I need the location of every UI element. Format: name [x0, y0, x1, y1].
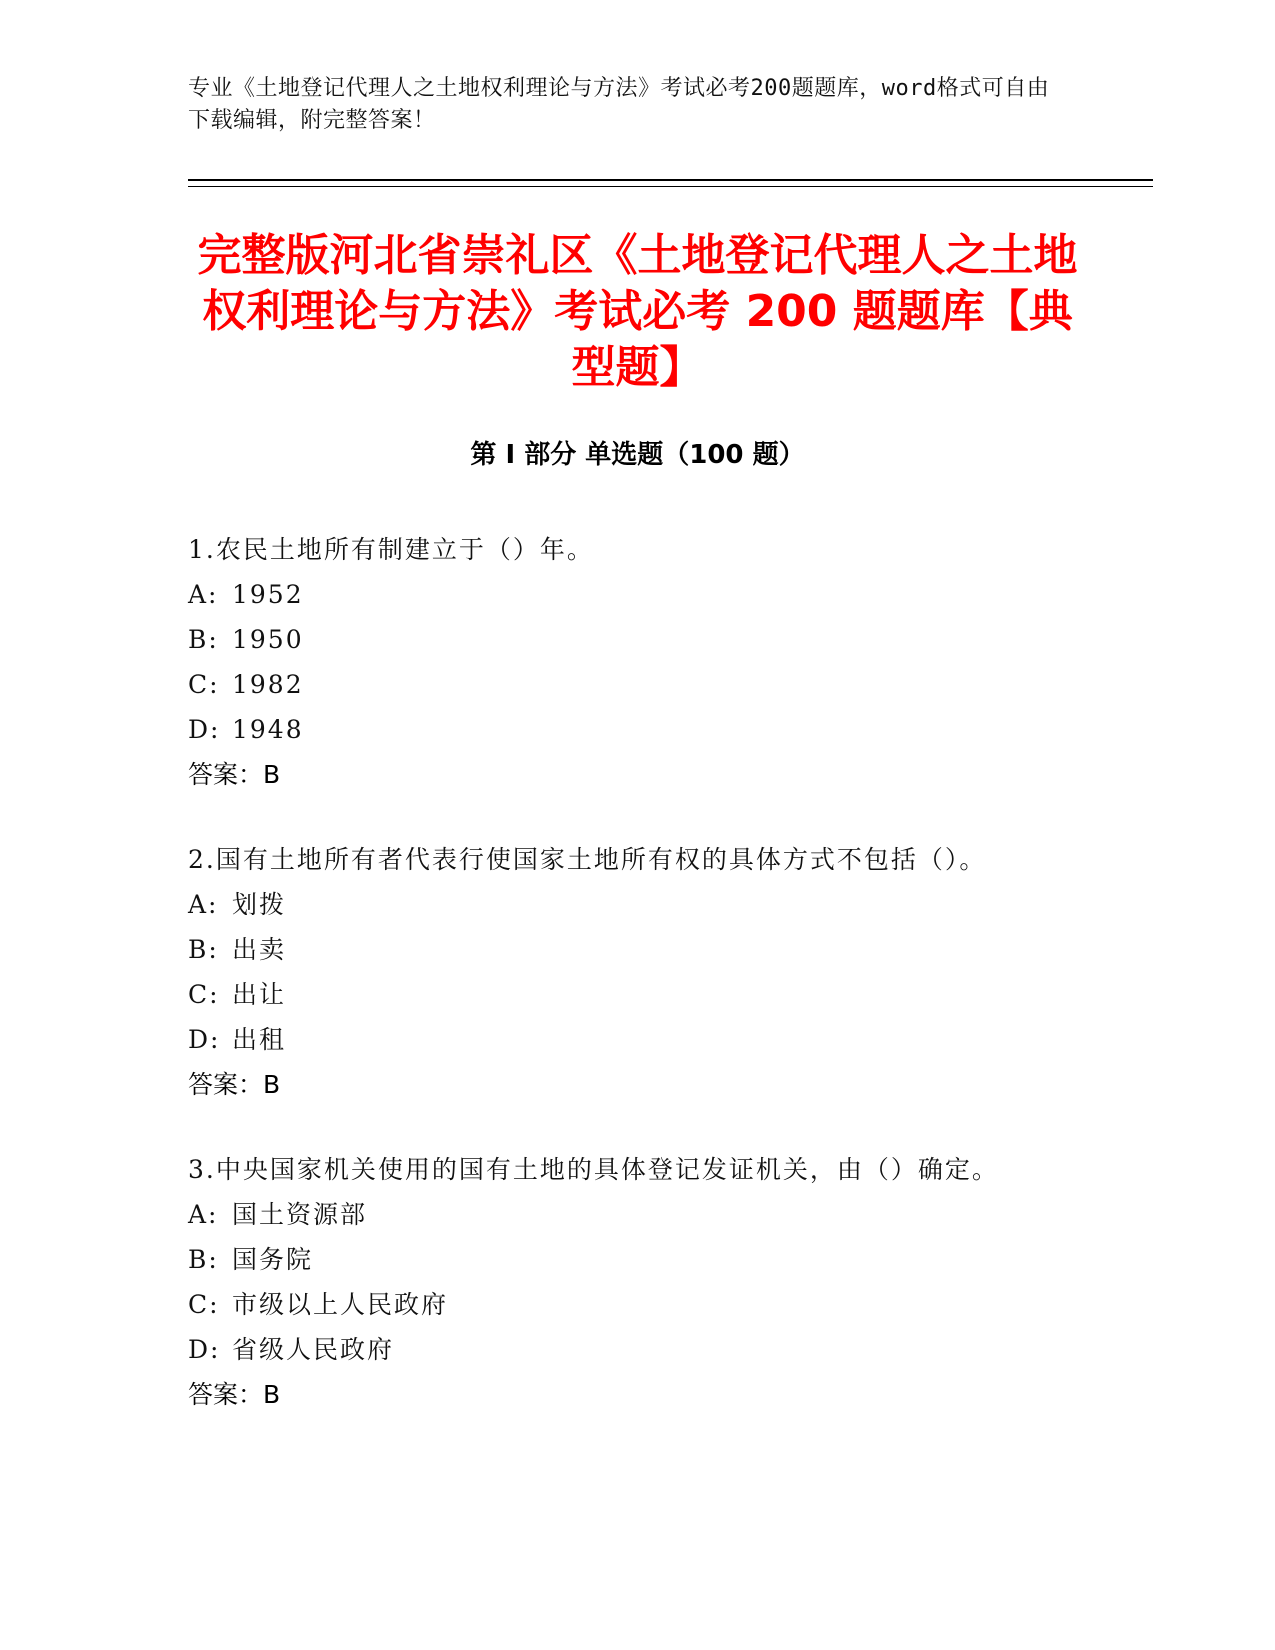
document-title: 完整版河北省崇礼区《土地登记代理人之土地权利理论与方法》考试必考 200 题题库【典型题】 — [197, 230, 1078, 393]
option-key: B: — [188, 935, 219, 964]
option-text: 1982 — [232, 670, 304, 699]
option-c — [188, 662, 1088, 707]
option-c — [188, 972, 1088, 1017]
option-key: A: — [188, 890, 219, 919]
option-key: C: — [188, 1290, 220, 1319]
header-divider-thick — [188, 179, 1153, 181]
option-a — [188, 572, 1088, 617]
question-3 — [188, 1147, 1088, 1417]
option-key: C: — [188, 980, 220, 1009]
option-key: B: — [188, 625, 219, 654]
answer-line: 答案：B — [188, 1070, 281, 1099]
option-text: 国务院 — [232, 1245, 314, 1274]
answer-line: 答案：B — [188, 1380, 281, 1409]
option-d — [188, 1017, 1088, 1062]
answer-line: 答案：B — [188, 760, 281, 789]
option-a — [188, 1192, 1088, 1237]
option-key: A: — [188, 580, 219, 609]
option-text: 出租 — [232, 1025, 287, 1054]
option-key: A: — [188, 1200, 219, 1229]
option-c — [188, 1282, 1088, 1327]
option-text: 出让 — [232, 980, 287, 1009]
header-divider-thin — [188, 186, 1153, 187]
option-key: D: — [188, 1025, 221, 1054]
option-a — [188, 882, 1088, 927]
option-text: 1952 — [232, 580, 304, 609]
question-2 — [188, 837, 1088, 1107]
question-stem: 1.农民土地所有制建立于（）年。 — [188, 535, 594, 564]
option-key: D: — [188, 1335, 221, 1364]
option-b — [188, 1237, 1088, 1282]
option-text: 1948 — [232, 715, 304, 744]
option-text: 市级以上人民政府 — [232, 1290, 449, 1319]
option-text: 出卖 — [232, 935, 287, 964]
option-text: 国土资源部 — [232, 1200, 368, 1229]
option-key: D: — [188, 715, 221, 744]
option-b — [188, 617, 1088, 662]
option-d — [188, 1327, 1088, 1372]
question-list — [188, 527, 1088, 1457]
option-text: 划拨 — [232, 890, 287, 919]
question-stem: 2.国有土地所有者代表行使国家土地所有权的具体方式不包括（）。 — [188, 845, 987, 874]
option-d — [188, 707, 1088, 752]
question-1 — [188, 527, 1088, 797]
question-stem: 3.中央国家机关使用的国有土地的具体登记发证机关，由（）确定。 — [188, 1155, 999, 1184]
option-key: C: — [188, 670, 220, 699]
option-b — [188, 927, 1088, 972]
option-key: B: — [188, 1245, 219, 1274]
header-note: 专业《土地登记代理人之土地权利理论与方法》考试必考200题题库，word格式可自由下载编辑，附完整答案！ — [188, 76, 1050, 133]
section-heading: 第 I 部分 单选题（100 题） — [470, 440, 805, 470]
option-text: 1950 — [232, 625, 304, 654]
option-text: 省级人民政府 — [232, 1335, 395, 1364]
